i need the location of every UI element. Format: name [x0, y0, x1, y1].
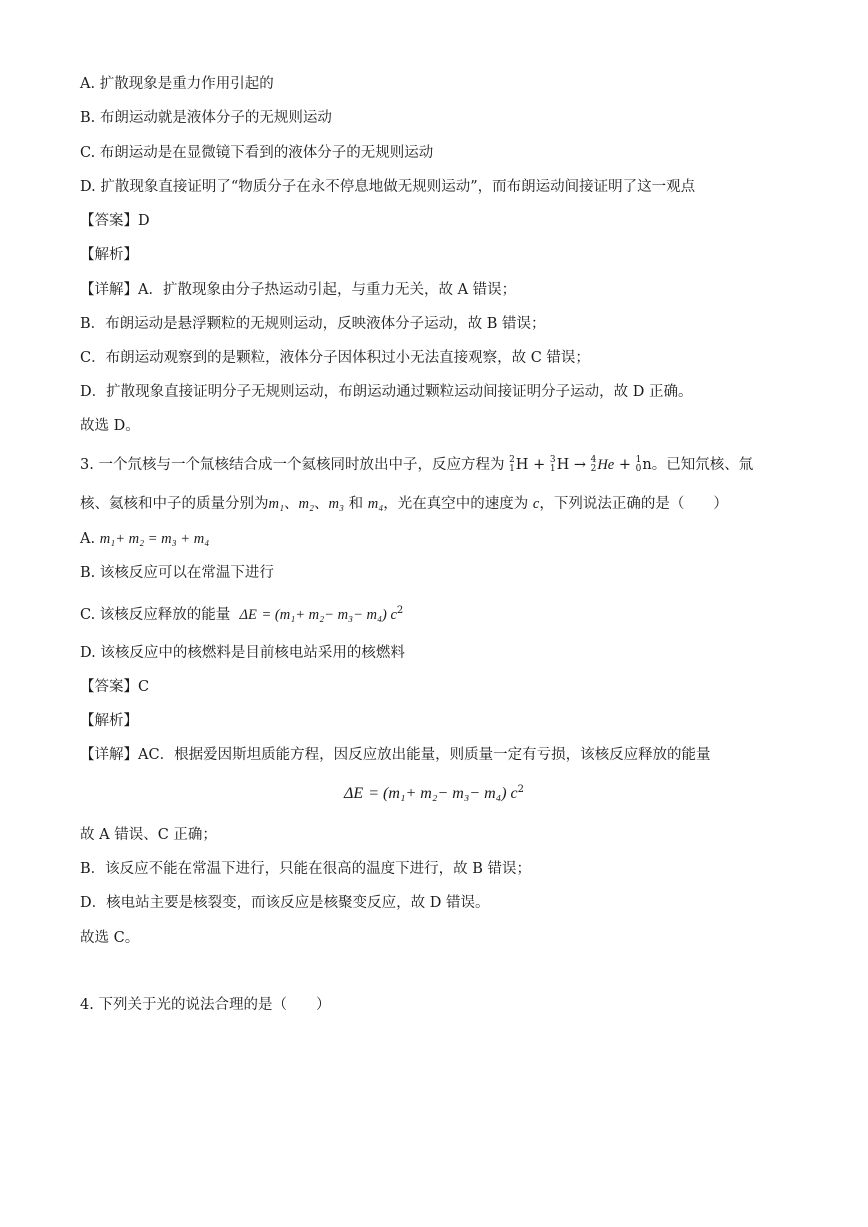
detail-line: D．扩散现象直接证明分子无规则运动，布朗运动通过颗粒运动间接证明分子运动，故 D 正确。 [80, 384, 693, 400]
q3-option-d: D. 该核反应中的核燃料是目前核电站采用的核燃料 [80, 645, 405, 661]
reaction-equation: 2 1 H + 3 1 H → 4 2 He + 1 0 n [509, 455, 652, 474]
q3-detail-line: 故 A 错误、C 正确； [80, 827, 217, 843]
q3-answer: 【答案】C [80, 679, 150, 695]
detail-line: C．布朗运动观察到的是颗粒，液体分子因体积过小无法直接观察，故 C 错误； [80, 350, 590, 366]
detail-line: B．布朗运动是悬浮颗粒的无规则运动，反映液体分子运动，故 B 错误； [80, 316, 546, 332]
detail-line: 【详解】A．扩散现象由分子热运动引起，与重力无关，故 A 错误； [80, 282, 517, 298]
option-d: D. 扩散现象直接证明了“物质分子在永不停息地做无规则运动”，而布朗运动间接证明了这一观点 [80, 179, 696, 195]
option-c: C. 布朗运动是在显微镜下看到的液体分子的无规则运动 [80, 145, 434, 161]
q3-detail-line: 【详解】AC．根据爱因斯坦质能方程，因反应放出能量，则质量一定有亏损，该核反应释放的能量 [80, 747, 711, 763]
question-4-stem: 4. 下列关于光的说法合理的是（ ） [80, 997, 331, 1013]
question-3-stem: 3. 一个氘核与一个氚核结合成一个氦核同时放出中子，反应方程为 2 1 H + 3 1 H → 4 2 He + 1 0 n。已知氘核、氚 [80, 455, 754, 474]
q3-option-c: C. 该核反应释放的能量 ΔE = (m₁+ m₂− m₃− m₄) $c^2$ [80, 605, 404, 623]
q3-analysis-label: 【解析】 [80, 713, 138, 729]
option-a: A. 扩散现象是重力作用引起的 [80, 76, 274, 92]
q3-conclusion: 故选 C。 [80, 930, 140, 946]
answer: 【答案】D [80, 213, 150, 229]
q3-option-a: A. m₁+ m₂ = m₃ + m₄ [80, 531, 210, 547]
energy-equation: ΔE = (m₁+ m₂− m₃− m₄) $c^2$ [343, 784, 525, 802]
q3-option-b: B. 该核反应可以在常温下进行 [80, 565, 274, 581]
analysis-label: 【解析】 [80, 247, 138, 263]
option-b: B. 布朗运动就是液体分子的无规则运动 [80, 110, 332, 126]
q3-detail-line: B．该反应不能在常温下进行，只能在很高的温度下进行，故 B 错误； [80, 861, 532, 877]
q3-detail-line: D．核电站主要是核裂变，而该反应是核聚变反应，故 D 错误。 [80, 895, 490, 911]
conclusion: 故选 D。 [80, 418, 140, 434]
question-3-stem-line-2: 核、氦核和中子的质量分别为m₁、m₂、m₃ 和 m₄，光在真空中的速度为 c，下列说法正确的是（ ） [80, 496, 728, 512]
